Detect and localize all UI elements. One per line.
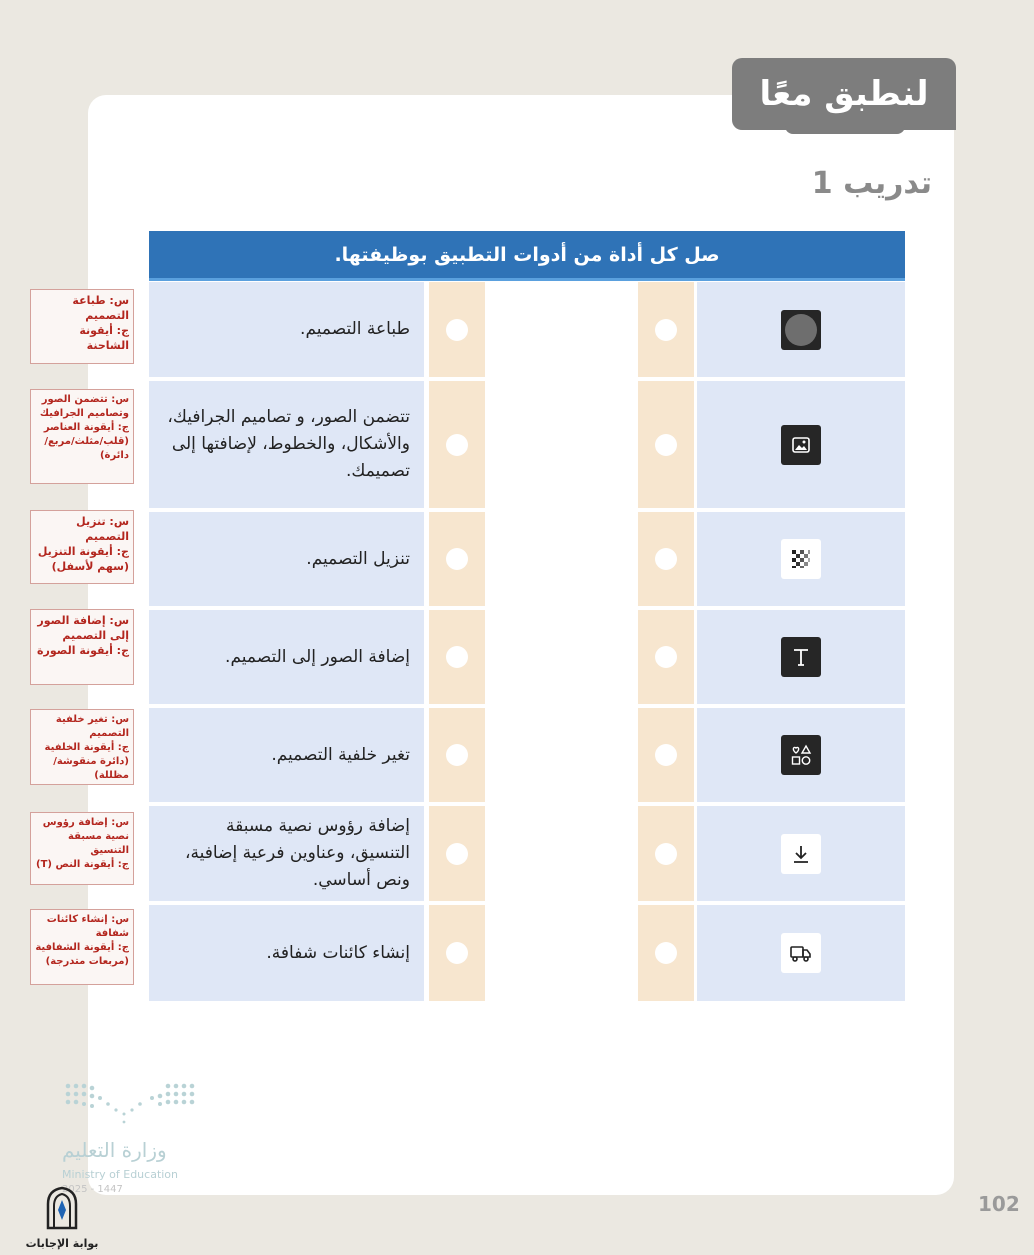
truck-icon — [781, 933, 821, 973]
exercise-title: تدريب 1 — [811, 166, 932, 201]
icon-cell — [697, 806, 905, 901]
note-answer: ج: أيقونة الشفافية (مربعات متدرجة) — [35, 942, 129, 967]
shapes-icon — [781, 735, 821, 775]
note-question: س: تتضمن الصور وتصاميم الجرافيك — [39, 394, 129, 419]
ministry-name-arabic: وزارة التعليم — [62, 1138, 167, 1162]
instruction-header: صل كل أداة من أدوات التطبيق بوظيفتها. — [149, 231, 905, 281]
note-question: س: إضافة الصور إلى التصميم — [37, 614, 129, 642]
note-answer: ج: أيقونة التنزيل (سهم لأسفل) — [37, 545, 129, 573]
answers-portal-badge — [24, 1186, 100, 1250]
match-dot[interactable] — [655, 434, 677, 456]
function-cell: إضافة رؤوس نصية مسبقة التنسيق، وعناوين فرعية إضافية، ونص أساسي. — [149, 806, 424, 901]
match-dot[interactable] — [655, 548, 677, 570]
note-question: س: طباعة التصميم — [72, 294, 129, 322]
ministry-year: 2025 - 1447 — [62, 1184, 123, 1195]
answer-note — [30, 812, 134, 885]
match-dot[interactable] — [655, 744, 677, 766]
text-T-icon — [781, 637, 821, 677]
ministry-name-english: Ministry of Education — [62, 1168, 179, 1181]
match-dot-cell — [638, 512, 694, 606]
icon-cell — [697, 905, 905, 1001]
section-tab-underline — [785, 126, 905, 134]
table-row — [149, 282, 905, 377]
match-dot-cell — [429, 708, 485, 802]
match-dot-cell — [638, 708, 694, 802]
icon-cell — [697, 282, 905, 377]
note-question: س: إضافة رؤوس نصية مسبقة التنسيق — [42, 817, 129, 856]
match-dot-cell — [638, 610, 694, 704]
page-number: 102 — [978, 1192, 1020, 1216]
table-row — [149, 512, 905, 606]
match-dot-cell — [638, 282, 694, 377]
image-icon — [781, 425, 821, 465]
note-answer: ج: أيقونة النص (T) — [35, 859, 129, 870]
table-row — [149, 610, 905, 704]
note-question: س: إنشاء كائنات شفافة — [46, 914, 129, 939]
match-dot[interactable] — [655, 646, 677, 668]
answer-note — [30, 909, 134, 985]
match-dot-cell — [429, 806, 485, 901]
section-title: لنطبق معًا — [732, 58, 956, 130]
table-row — [149, 905, 905, 1001]
checkerboard-icon — [781, 539, 821, 579]
note-question: س: تغير خلفية التصميم — [55, 714, 129, 739]
match-dot-cell — [638, 806, 694, 901]
match-dot[interactable] — [446, 548, 468, 570]
table-row — [149, 381, 905, 508]
match-dot[interactable] — [446, 744, 468, 766]
answer-note — [30, 289, 134, 364]
note-answer: ج: أيقونة الشاحنة — [79, 324, 129, 352]
match-dot-cell — [429, 610, 485, 704]
note-question: س: تنزيل التصميم — [76, 515, 129, 543]
match-dot-cell — [429, 512, 485, 606]
table-row — [149, 708, 905, 802]
match-dot-cell — [429, 905, 485, 1001]
function-cell: إنشاء كائنات شفافة. — [149, 905, 424, 1001]
answer-note — [30, 709, 134, 785]
icon-cell — [697, 512, 905, 606]
portal-logo-icon — [42, 1186, 82, 1230]
note-answer: ج: أيقونة الصورة — [37, 644, 129, 657]
table-row — [149, 806, 905, 901]
match-dot[interactable] — [655, 843, 677, 865]
match-dot[interactable] — [655, 319, 677, 341]
function-cell: طباعة التصميم. — [149, 282, 424, 377]
answer-note — [30, 389, 134, 484]
download-icon — [781, 834, 821, 874]
match-dot[interactable] — [446, 843, 468, 865]
match-dot[interactable] — [446, 434, 468, 456]
icon-cell — [697, 708, 905, 802]
function-cell: إضافة الصور إلى التصميم. — [149, 610, 424, 704]
circle-icon — [781, 310, 821, 350]
note-answer: ج: أيقونة العناصر (قلب/مثلث/مربع/دائرة) — [43, 422, 129, 461]
match-dot-cell — [429, 381, 485, 508]
match-dot-cell — [429, 282, 485, 377]
answer-note — [30, 510, 134, 584]
match-dot[interactable] — [446, 942, 468, 964]
match-dot-cell — [638, 905, 694, 1001]
match-dot[interactable] — [446, 646, 468, 668]
function-cell: تغير خلفية التصميم. — [149, 708, 424, 802]
answer-note — [30, 609, 134, 685]
icon-cell — [697, 381, 905, 508]
function-cell: تتضمن الصور، و تصاميم الجرافيك، والأشكال، والخطوط، لإضافتها إلى تصميمك. — [149, 381, 424, 508]
function-cell: تنزيل التصميم. — [149, 512, 424, 606]
match-dot[interactable] — [655, 942, 677, 964]
note-answer: ج: أيقونة الخلفية (دائرة منقوشة/مظللة) — [44, 742, 129, 781]
icon-cell — [697, 610, 905, 704]
portal-label: بوابة الإجابات — [25, 1237, 99, 1250]
match-dot[interactable] — [446, 319, 468, 341]
match-dot-cell — [638, 381, 694, 508]
